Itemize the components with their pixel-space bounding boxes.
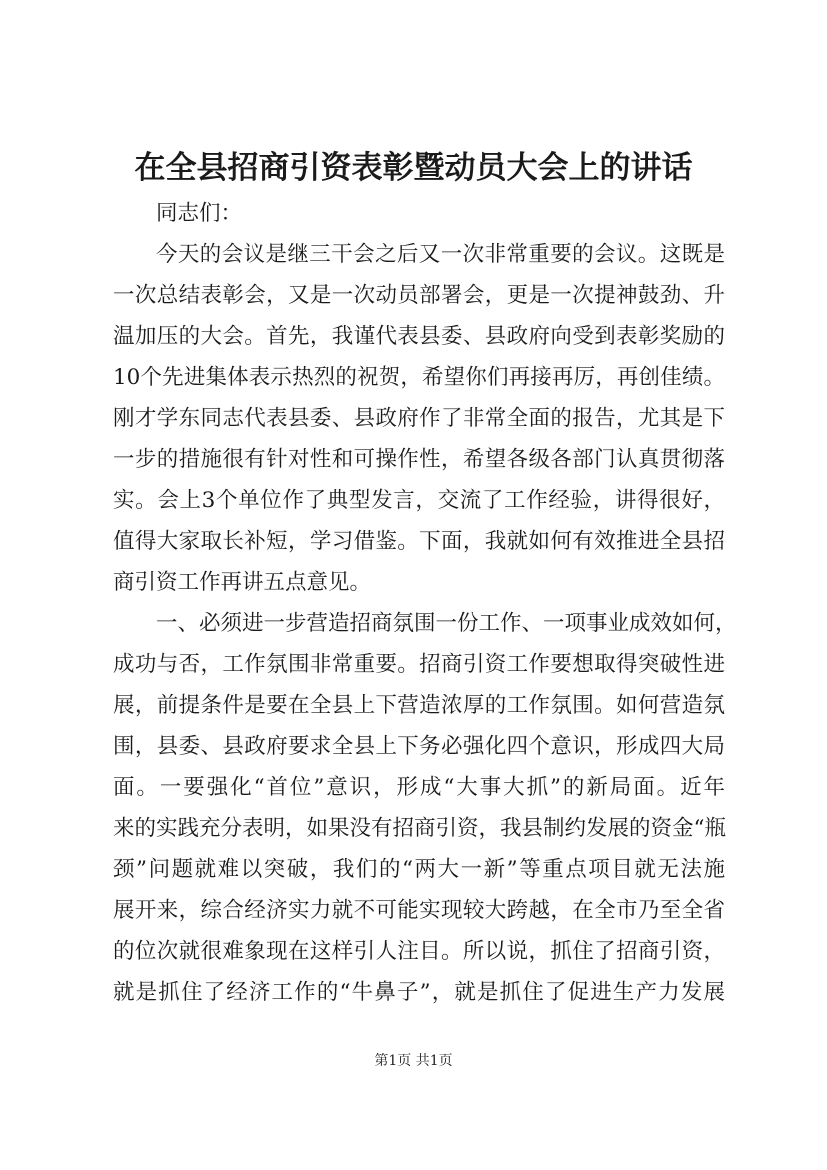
body-line: 商引资工作再讲五点意见。 (113, 570, 372, 595)
body-line: 温加压的大会。首先，我谨代表县委、县政府向受到表彰奖励的 (113, 324, 725, 349)
body-line: 今天的会议是继三干会之后又一次非常重要的会议。这既是 (156, 242, 725, 267)
body-line: 展开来，综合经济实力就不可能实现较大跨越，在全市乃至全省 (113, 898, 725, 923)
body-line: 一步的措施很有针对性和可操作性，希望各级各部门认真贯彻落 (113, 447, 725, 472)
body-line: 颈”问题就难以突破，我们的“两大一新”等重点项目就无法施 (113, 857, 725, 882)
body-line: 一次总结表彰会，又是一次动员部署会，更是一次提神鼓劲、升 (113, 283, 725, 308)
body-line: 一、必须进一步营造招商氛围一份工作、一项事业成效如何， (156, 611, 737, 636)
body-line: 面。一要强化“首位”意识，形成“大事大抓”的新局面。近年 (113, 775, 725, 800)
body-line: 刚才学东同志代表县委、县政府作了非常全面的报告，尤其是下 (113, 406, 725, 431)
body-line: 来的实践充分表明，如果没有招商引资，我县制约发展的资金“瓶 (113, 816, 726, 841)
body-line: 10个先进集体表示热烈的祝贺，希望你们再接再厉，再创佳绩。 (113, 365, 725, 390)
body-line: 的位次就很难象现在这样引人注目。所以说，抓住了招商引资， (113, 939, 725, 964)
document-body (113, 193, 737, 1013)
body-line: 围，县委、县政府要求全县上下务必强化四个意识，形成四大局 (113, 734, 725, 759)
page-indicator: 第1页 共1页 (374, 1053, 453, 1069)
body-line: 展，前提条件是要在全县上下营造浓厚的工作氛围。如何营造氛 (113, 693, 725, 718)
body-line: 实。会上3个单位作了典型发言，交流了工作经验，讲得很好， (113, 488, 725, 513)
body-line: 就是抓住了经济工作的“牛鼻子”，就是抓住了促进生产力发展 (113, 980, 725, 1005)
body-line: 值得大家取长补短，学习借鉴。下面，我就如何有效推进全县招 (113, 529, 725, 554)
salutation: 同志们： (156, 201, 243, 226)
document-title: 在全县招商引资表彰暨动员大会上的讲话 (134, 150, 693, 186)
body-line: 成功与否，工作氛围非常重要。招商引资工作要想取得突破性进 (113, 652, 725, 677)
